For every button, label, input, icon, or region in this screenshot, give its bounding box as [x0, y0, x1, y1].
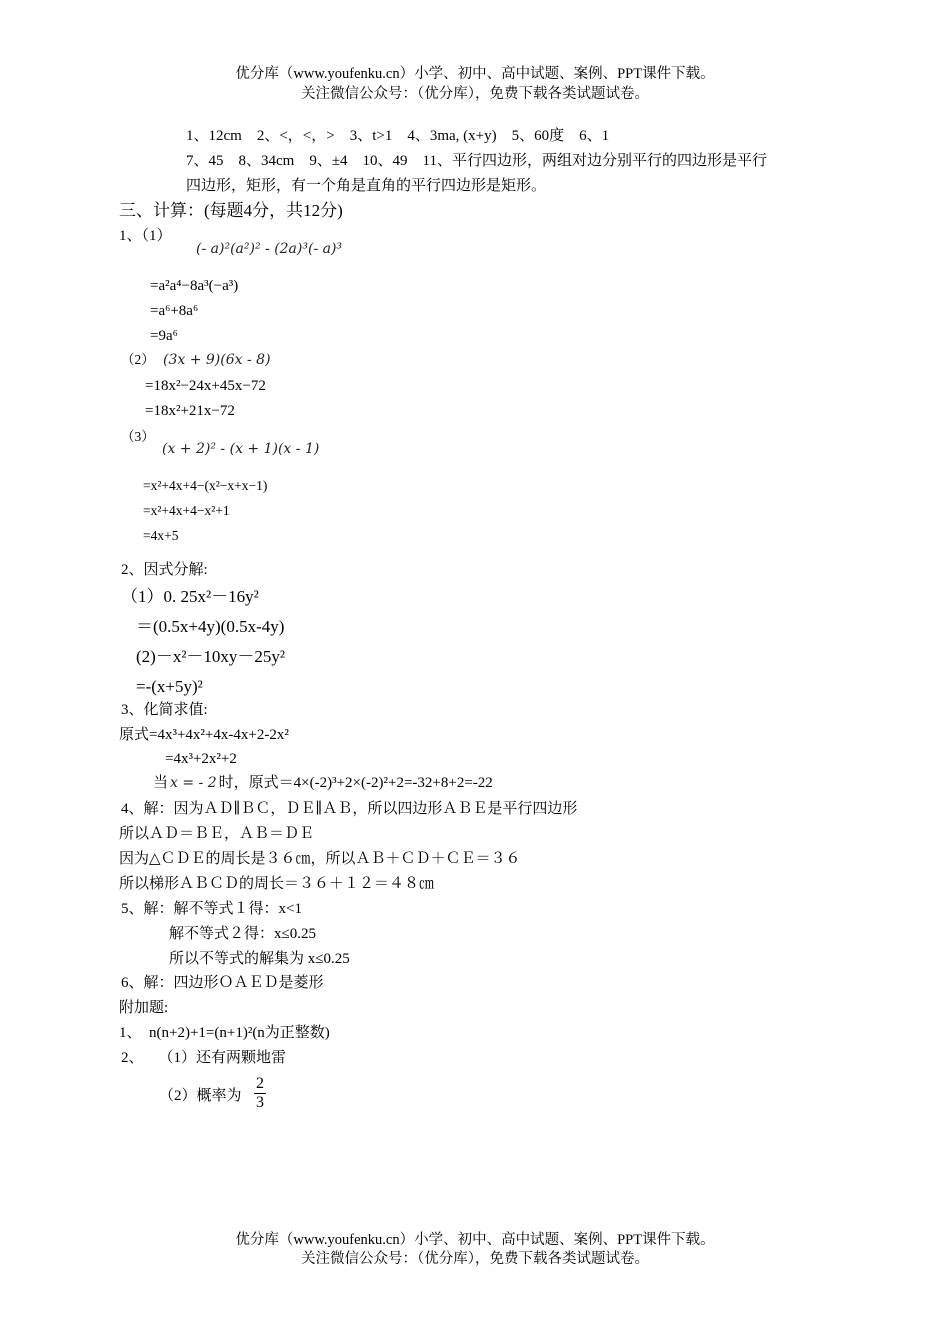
fraction-numerator: 2 — [256, 1075, 264, 1092]
calc-q3-expression: (x + 2)² - (x + 1)(x - 1) — [162, 441, 320, 457]
simplify-line-3-prefix: 当 — [153, 775, 169, 791]
bonus-title: 附加题: — [119, 1000, 169, 1016]
simplify-title: 3、化简求值: — [121, 702, 208, 718]
probability-fraction — [254, 1075, 266, 1112]
q5-line: 所以不等式的解集为 x≤0.25 — [169, 951, 350, 967]
fill-answers-line-3: 四边形，矩形，有一个角是直角的平行四边形是矩形。 — [186, 178, 547, 194]
simplify-line-1: 原式=4x³+4x²+4x-4x+2-2x² — [119, 727, 289, 743]
bonus-q2: 2、 （1）还有两颗地雷 — [121, 1050, 287, 1066]
simplify-line-3 — [153, 774, 493, 792]
header-line-1: 优分库（www.youfenku.cn）小学、初中、高中试题、案例、PPT课件下载。 — [235, 66, 715, 82]
calc-q3-step: =x²+4x+4−x²+1 — [143, 503, 230, 518]
header-line-2: 关注微信公众号：（优分库），免费下载各类试题试卷。 — [301, 86, 649, 102]
factor-title: 2、因式分解: — [121, 562, 208, 578]
bonus-q2b-prefix: （2）概率为 — [159, 1088, 242, 1104]
simplify-line-3-condition: x = - 2 — [170, 775, 217, 791]
q4-line: 因为△ＣＤＥ的周长是３６㎝，所以ＡＢ＋ＣＤ＋ＣＥ＝３６ — [119, 851, 521, 867]
calc-q3-step: =4x+5 — [143, 528, 179, 543]
fill-answers-line-1: 1、12cm 2、<，<，> 3、t>1 4、3ma, (x+y) 5、60度 6、1 — [186, 128, 610, 144]
simplify-line-2: =4x³+2x²+2 — [165, 751, 237, 767]
calc-q1-step: =a²a⁴−8a³(−a³) — [150, 278, 239, 294]
q5-line: 解不等式２得：x≤0.25 — [169, 926, 316, 942]
fraction-denominator: 3 — [256, 1094, 264, 1111]
factor-line: =-(x+5y)² — [136, 677, 203, 696]
q4-line: 4、解：因为ＡＤ∥ＢＣ，ＤＥ∥ＡＢ，所以四边形ＡＢＥ是平行四边形 — [121, 801, 578, 817]
calc-q2-step: =18x²−24x+45x−72 — [145, 378, 266, 394]
footer-line-1: 优分库（www.youfenku.cn）小学、初中、高中试题、案例、PPT课件下载。 — [235, 1232, 715, 1248]
bonus-q1: 1、 n(n+2)+1=(n+1)²(n为正整数) — [119, 1025, 330, 1041]
calc-q1-step: =9a⁶ — [150, 328, 178, 344]
simplify-line-3-suffix: 时，原式＝4×(-2)³+2×(-2)²+2=-32+8+2=-22 — [218, 775, 493, 791]
calc-q2-label: （2） — [121, 352, 155, 367]
factor-line: （1）0. 25x²－16y² — [121, 587, 259, 606]
factor-line: ＝(0.5x+4y)(0.5x-4y) — [136, 617, 285, 636]
section-3-title: 三、计算：(每题4分，共12分) — [119, 201, 343, 220]
calc-q1-expression: (- a)²(a²)² - (2a)³(- a)³ — [196, 241, 343, 257]
q4-line: 所以梯形ＡＢＣＤ的周长＝３６＋１２＝４８㎝ — [119, 876, 435, 892]
calc-q1-step: =a⁶+8a⁶ — [150, 303, 199, 319]
footer-line-2: 关注微信公众号：（优分库），免费下载各类试题试卷。 — [301, 1251, 649, 1267]
calc-q3-step: =x²+4x+4−(x²−x+x−1) — [143, 478, 268, 493]
calc-q2-expression: (3x + 9)(6x - 8) — [163, 352, 271, 368]
calc-q2-step: =18x²+21x−72 — [145, 403, 235, 419]
q4-line: 所以ＡＤ＝ＢＥ，ＡＢ＝ＤＥ — [119, 826, 315, 842]
q6-line: 6、解：四边形ＯＡＥＤ是菱形 — [121, 975, 324, 991]
factor-line: (2)－x²－10xy－25y² — [136, 647, 286, 666]
calc-q1-label: 1、（1） — [119, 228, 172, 244]
calc-q3-label: （3） — [121, 429, 155, 444]
q5-line: 5、解：解不等式１得：x<1 — [121, 901, 302, 917]
fill-answers-line-2: 7、45 8、34cm 9、±4 10、49 11、平行四边形，两组对边分别平行的四边形是平行 — [186, 153, 768, 169]
